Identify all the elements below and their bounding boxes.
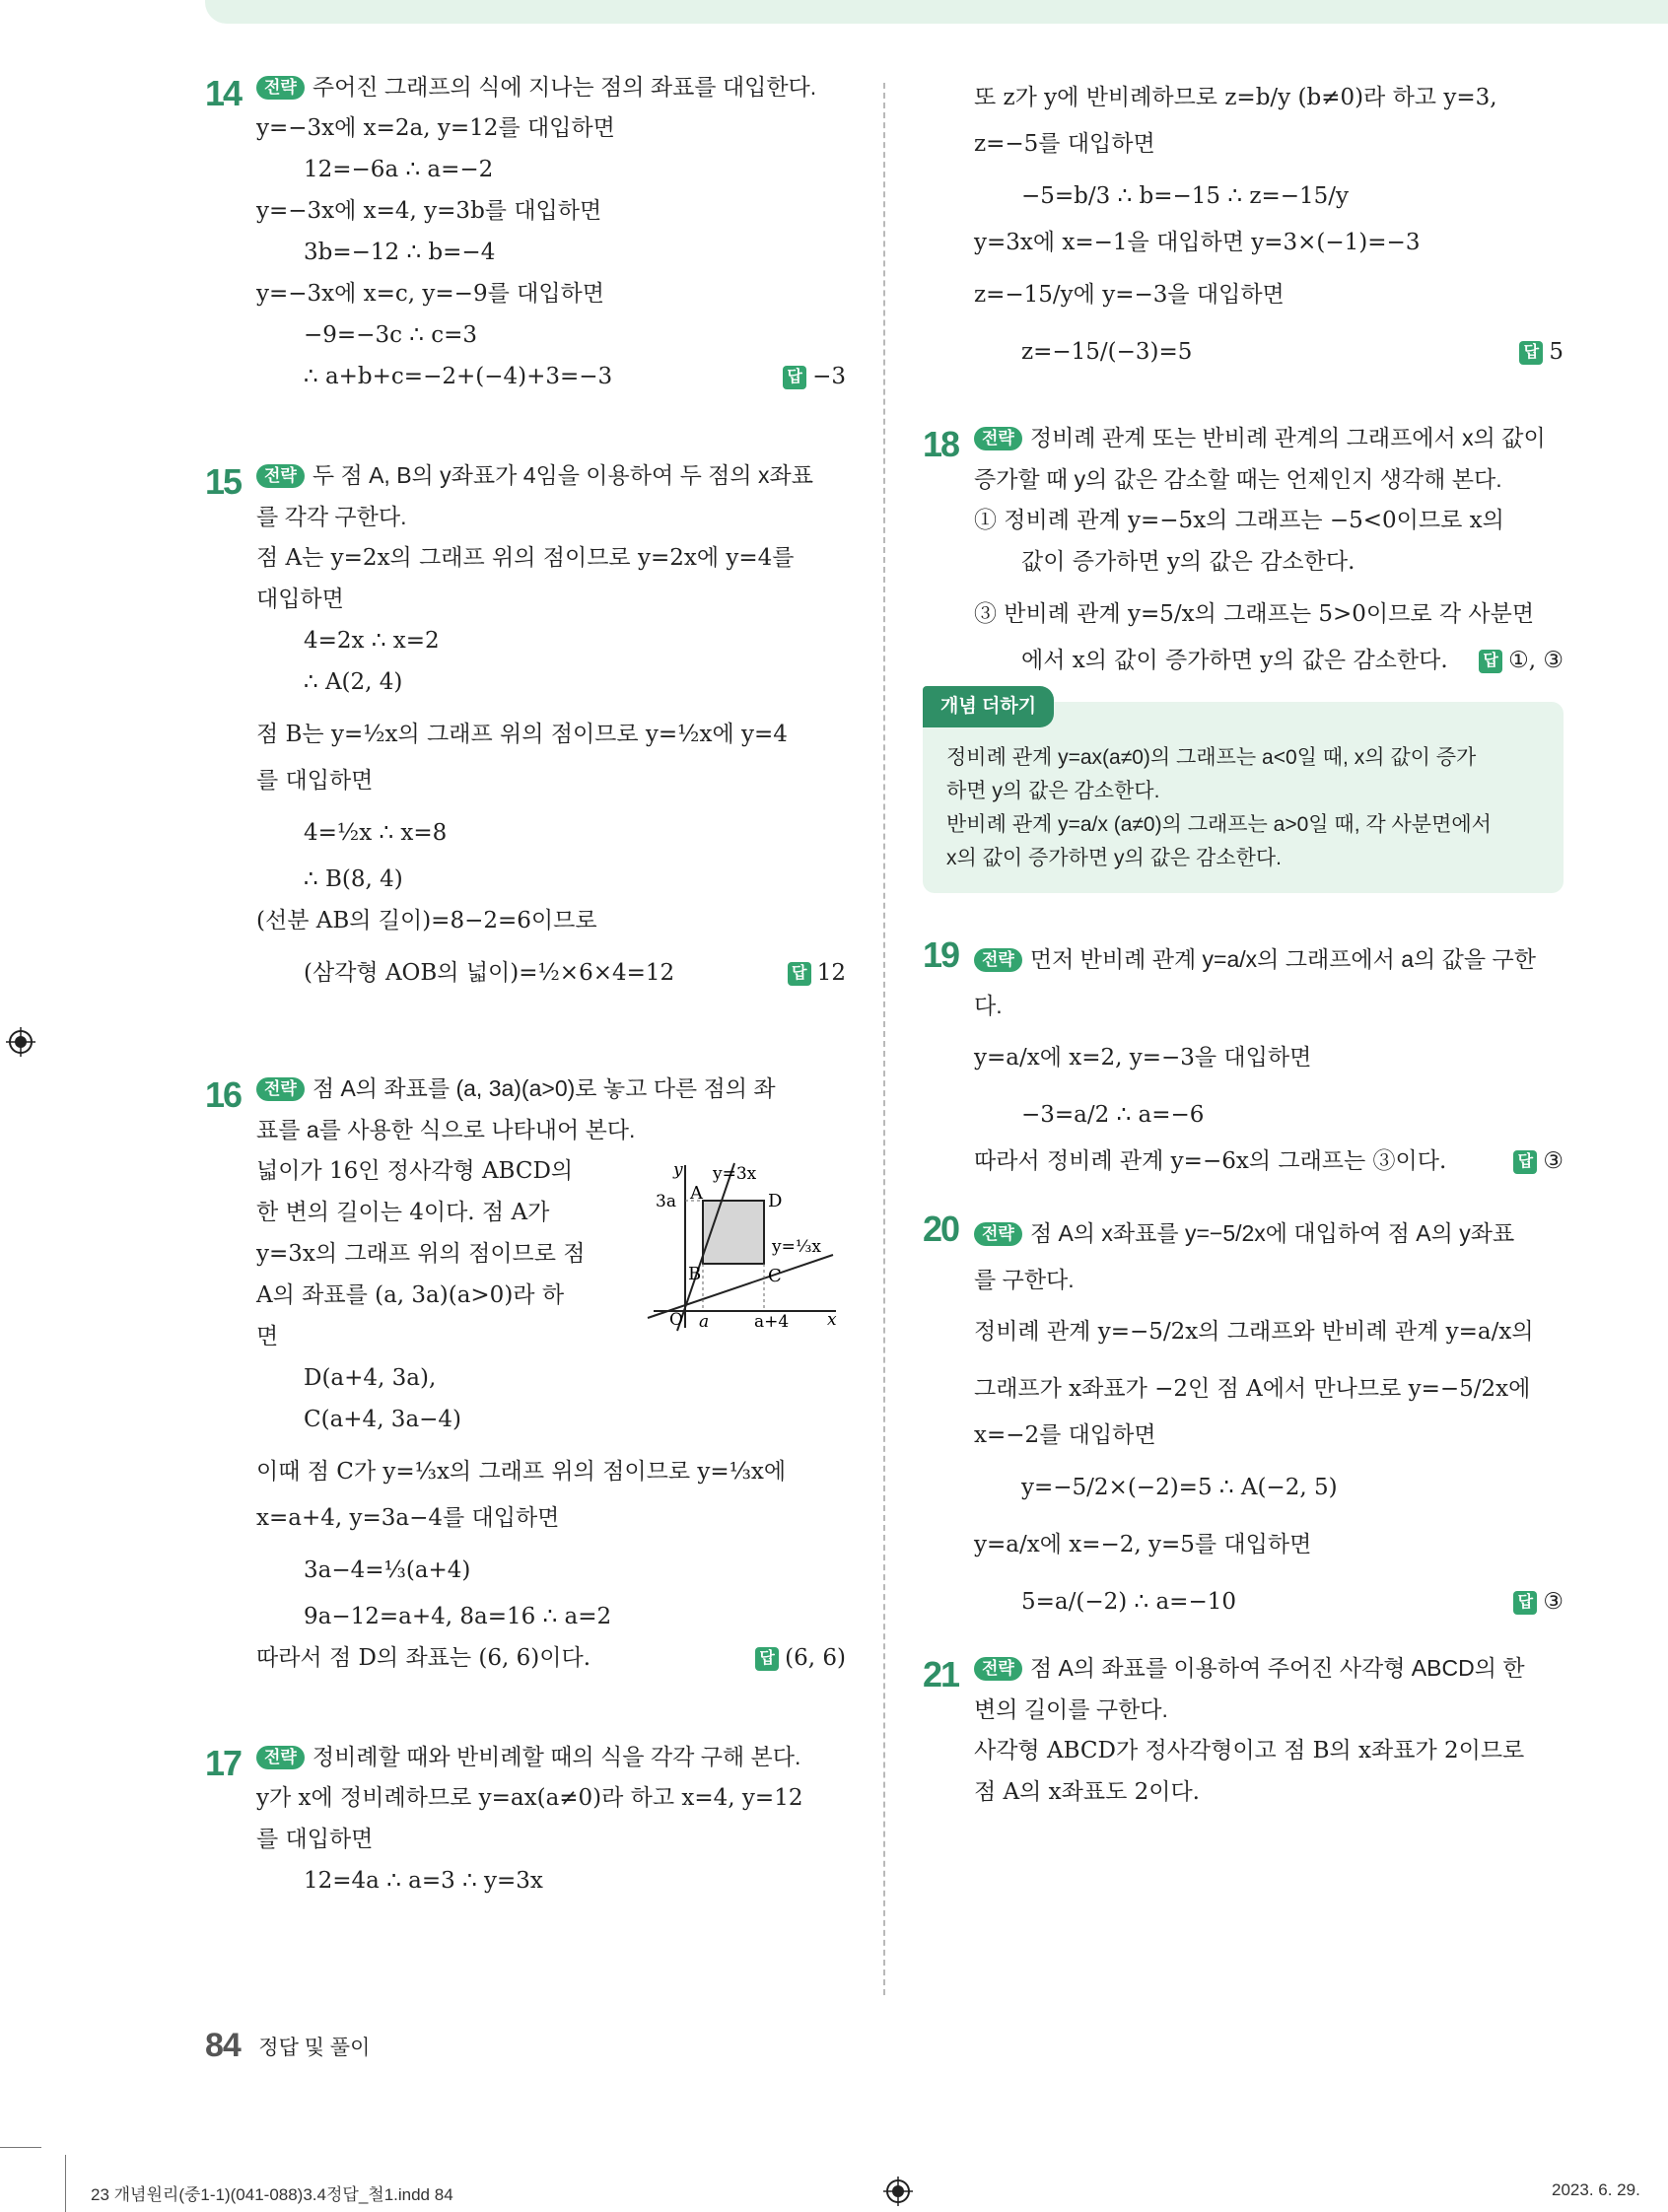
strategy-badge: 전략 [256, 1746, 305, 1769]
crop-mark [0, 2147, 41, 2148]
graph-label-d-point: D [768, 1191, 783, 1211]
page-footer [205, 2027, 370, 2065]
solution-line: y=3x의 그래프 위의 점이므로 점 [256, 1241, 586, 1267]
strategy-line: 전략 점 A의 x좌표를 y=−5/2x에 대입하여 점 A의 y좌표 [923, 1207, 1564, 1264]
problem-17-continued [923, 71, 1564, 382]
answer: 답 −3 [783, 361, 846, 392]
answer: 답 ③ [1513, 1145, 1564, 1177]
solution-line: 12=4a ∴ a=3 ∴ y=3x [304, 1868, 543, 1894]
problem-number: 21 [923, 1654, 959, 1694]
answer-mark: 답 [1479, 650, 1502, 673]
problem-number: 20 [923, 1209, 959, 1249]
solution-line: z=−15/y에 y=−3을 대입하면 [974, 282, 1285, 308]
strategy-line: 를 각각 구한다. [256, 504, 407, 529]
strategy-line: 증가할 때 y의 값은 감소할 때는 언제인지 생각해 본다. [974, 466, 1502, 492]
strategy-line: 표를 a를 사용한 식으로 나타내어 본다. [256, 1117, 636, 1142]
problem-number: 18 [923, 424, 959, 464]
solution-line: 대입하면 [256, 587, 344, 612]
strategy-badge: 전략 [974, 1657, 1022, 1681]
solution-line: −5=b/3 ∴ b=−15 ∴ z=−15/y [1021, 183, 1349, 209]
answer: 답 ③ [1513, 1575, 1564, 1628]
concept-line: 정비례 관계 y=ax(a≠0)의 그래프는 a<0일 때, x의 값이 증가 [946, 746, 1477, 769]
problem-number: 19 [923, 934, 959, 975]
strategy-line: 전략 정비례 관계 또는 반비례 관계의 그래프에서 x의 값이 [923, 422, 1564, 463]
slug-date: 2023. 6. 29. [1552, 2180, 1640, 2199]
solution-line: y=a/x에 x=−2, y=5를 대입하면 [974, 1532, 1312, 1557]
strategy-badge: 전략 [974, 948, 1022, 972]
solution-line: ① 정비례 관계 y=−5x의 그래프는 −5<0이므로 x의 [974, 508, 1504, 533]
problem-17 [205, 1741, 846, 1906]
solution-line: y가 x에 정비례하므로 y=ax(a≠0)라 하고 x=4, y=12 [256, 1785, 803, 1811]
page-title: 정답 및 풀이 [258, 2036, 371, 2059]
strategy-line: 전략 주어진 그래프의 식에 지나는 점의 좌표를 대입한다. [205, 71, 846, 112]
solution-line: 점 B는 y=½x의 그래프 위의 점이므로 y=½x에 y=4 [256, 722, 788, 747]
problem-21 [923, 1652, 1564, 1818]
solution-line: 에서 x의 값이 증가하면 y의 값은 감소한다. 답 ①, ③ [923, 645, 1564, 686]
graph-label-line2: y=⅓x [772, 1237, 821, 1257]
problem-18 [923, 422, 1564, 893]
answer: 답 (6, 6) [755, 1642, 846, 1674]
answer-mark: 답 [783, 366, 806, 389]
solution-line: 3a−4=⅓(a+4) [304, 1557, 471, 1583]
strategy-line: 전략 두 점 A, B의 y좌표가 4임을 이용하여 두 점의 x좌표 [205, 459, 846, 501]
graph-label-a-point: A [690, 1183, 703, 1204]
answer-mark: 답 [788, 962, 811, 986]
right-column [923, 71, 1564, 1818]
solution-line: 3b=−12 ∴ b=−4 [304, 240, 496, 265]
solution-line: z=−5를 대입하면 [974, 131, 1155, 157]
solution-line: y=−3x에 x=c, y=−9를 대입하면 [256, 281, 604, 307]
top-color-band [205, 0, 1668, 24]
solution-line: 또 z가 y에 반비례하므로 z=b/y (b≠0)라 하고 y=3, [974, 85, 1497, 110]
solution-line: 따라서 정비례 관계 y=−6x의 그래프는 ③이다. 답 ③ [923, 1145, 1564, 1187]
graph-label-b-point: B [688, 1264, 702, 1284]
answer-mark: 답 [755, 1647, 779, 1671]
strategy-line: 전략 먼저 반비례 관계 y=a/x의 그래프에서 a의 값을 구한 [923, 933, 1564, 990]
page-number: 84 [205, 2027, 241, 2064]
solution-line: 9a−12=a+4, 8a=16 ∴ a=2 [304, 1604, 612, 1629]
problem-19 [923, 933, 1564, 1187]
strategy-badge: 전략 [256, 1077, 305, 1101]
concept-line: 하면 y의 값은 감소한다. [946, 780, 1160, 802]
problem-14 [205, 71, 846, 402]
problem-number: 17 [205, 1743, 242, 1783]
strategy-badge: 전략 [256, 464, 305, 488]
problem-number: 14 [205, 73, 242, 113]
solution-line: 를 대입하면 [256, 1827, 374, 1852]
strategy-badge: 전략 [256, 76, 305, 100]
solution-line: y=−3x에 x=2a, y=12를 대입하면 [256, 115, 615, 141]
solution-line: ∴ a+b+c=−2+(−4)+3=−3 답 −3 [205, 361, 846, 402]
strategy-line: 전략 정비례할 때와 반비례할 때의 식을 각각 구해 본다. [205, 1741, 846, 1782]
registration-mark-icon [6, 1027, 35, 1057]
solution-line: ∴ B(8, 4) [304, 866, 403, 892]
answer: 답 5 [1519, 325, 1564, 379]
concept-line: 반비례 관계 y=a/x (a≠0)의 그래프는 a>0일 때, 각 사분면에서 [946, 813, 1492, 836]
solution-line: 4=½x ∴ x=8 [304, 820, 448, 846]
graph-label-tick-a: a [699, 1312, 710, 1332]
answer-mark: 답 [1519, 341, 1543, 365]
problem-16 [205, 1072, 846, 1684]
solution-line: (선분 AB의 길이)=8−2=6이므로 [256, 908, 597, 933]
solution-line: (삼각형 AOB의 넓이)=½×6×4=12 답 12 [205, 946, 846, 1003]
answer-mark: 답 [1513, 1591, 1537, 1615]
square-graph [644, 1155, 841, 1333]
problem-20 [923, 1207, 1564, 1632]
graph-label-c-point: C [768, 1266, 782, 1286]
graph-label-3a: 3a [656, 1192, 676, 1211]
answer: 답 12 [788, 946, 846, 1000]
solution-line: y=−5/2×(−2)=5 ∴ A(−2, 5) [1021, 1475, 1338, 1500]
solution-line: D(a+4, 3a), [304, 1365, 437, 1391]
solution-line: ∴ A(2, 4) [304, 669, 403, 695]
solution-line: y=3x에 x=−1을 대입하면 y=3×(−1)=−3 [974, 230, 1421, 255]
solution-line: 사각형 ABCD가 정사각형이고 점 B의 x좌표가 2이므로 [974, 1738, 1525, 1763]
problem-number: 16 [205, 1074, 242, 1115]
solution-line: 면 [256, 1324, 279, 1349]
strategy-line: 전략 점 A의 좌표를 이용하여 주어진 사각형 ABCD의 한 [923, 1652, 1564, 1694]
solution-line: 이때 점 C가 y=⅓x의 그래프 위의 점이므로 y=⅓x에 [256, 1459, 787, 1485]
solution-line: 그래프가 x좌표가 −2인 점 A에서 만나므로 y=−5/2x에 [974, 1376, 1531, 1402]
solution-line: C(a+4, 3a−4) [304, 1407, 462, 1432]
solution-line: 따라서 점 D의 좌표는 (6, 6)이다. 답 (6, 6) [205, 1642, 846, 1684]
registration-mark-icon [883, 2177, 913, 2206]
solution-line: 넓이가 16인 정사각형 ABCD의 [256, 1158, 574, 1184]
solution-line: ③ 반비례 관계 y=5/x의 그래프는 5>0이므로 각 사분면 [974, 601, 1535, 627]
square-abcd [703, 1201, 764, 1264]
strategy-badge: 전략 [974, 1222, 1022, 1246]
strategy-badge: 전략 [974, 427, 1022, 450]
answer-mark: 답 [1513, 1150, 1537, 1174]
concept-line: x의 값이 증가하면 y의 값은 감소한다. [946, 847, 1283, 869]
solution-line: 12=−6a ∴ a=−2 [304, 157, 494, 182]
strategy-line: 를 구한다. [974, 1267, 1075, 1292]
solution-line: A의 좌표를 (a, 3a)(a>0)라 하 [256, 1282, 565, 1308]
crop-mark [65, 2155, 66, 2212]
concept-box-title: 개념 더하기 [923, 686, 1054, 727]
solution-line: 를 대입하면 [256, 768, 374, 794]
solution-line: −3=a/2 ∴ a=−6 [1021, 1102, 1205, 1128]
solution-line: 4=2x ∴ x=2 [304, 628, 440, 654]
graph-label-x: x [827, 1310, 837, 1330]
solution-line: 점 A의 x좌표도 2이다. [974, 1779, 1200, 1805]
solution-line: −9=−3c ∴ c=3 [304, 322, 478, 348]
answer: 답 ①, ③ [1479, 645, 1564, 676]
solution-line: y=a/x에 x=2, y=−3을 대입하면 [974, 1045, 1312, 1071]
graph-label-origin: O [669, 1310, 683, 1330]
solution-line: 한 변의 길이는 4이다. 점 A가 [256, 1200, 550, 1225]
solution-line: y=−3x에 x=4, y=3b를 대입하면 [256, 198, 602, 224]
strategy-line: 전략 점 A의 좌표를 (a, 3a)(a>0)로 놓고 다른 점의 좌 [205, 1072, 846, 1114]
solution-line: 5=a/(−2) ∴ a=−10 답 ③ [923, 1575, 1564, 1632]
solution-line: 값이 증가하면 y의 값은 감소한다. [1021, 549, 1355, 575]
graph-block [205, 1155, 846, 1362]
problem-number: 15 [205, 461, 242, 502]
concept-box [923, 696, 1564, 893]
graph-label-tick-a4: a+4 [754, 1312, 790, 1332]
problem-15 [205, 459, 846, 1003]
solution-line: 정비례 관계 y=−5/2x의 그래프와 반비례 관계 y=a/x의 [974, 1319, 1534, 1345]
solution-line: 점 A는 y=2x의 그래프 위의 점이므로 y=2x에 y=4를 [256, 545, 795, 571]
solution-line: x=−2를 대입하면 [974, 1422, 1156, 1448]
solution-line: x=a+4, y=3a−4를 대입하면 [256, 1505, 560, 1531]
column-divider [883, 83, 885, 1995]
strategy-line: 변의 길이를 구한다. [974, 1696, 1168, 1722]
solution-line: z=−15/(−3)=5 답 5 [923, 325, 1564, 382]
graph-label-line1: y=3x [713, 1164, 757, 1184]
left-column [205, 71, 846, 1906]
slug-file-name: 23 개념원리(중1-1)(041-088)3.4정답_철1.indd 84 [91, 2185, 453, 2204]
strategy-line: 다. [974, 993, 1003, 1018]
graph-label-y: y [673, 1160, 683, 1180]
